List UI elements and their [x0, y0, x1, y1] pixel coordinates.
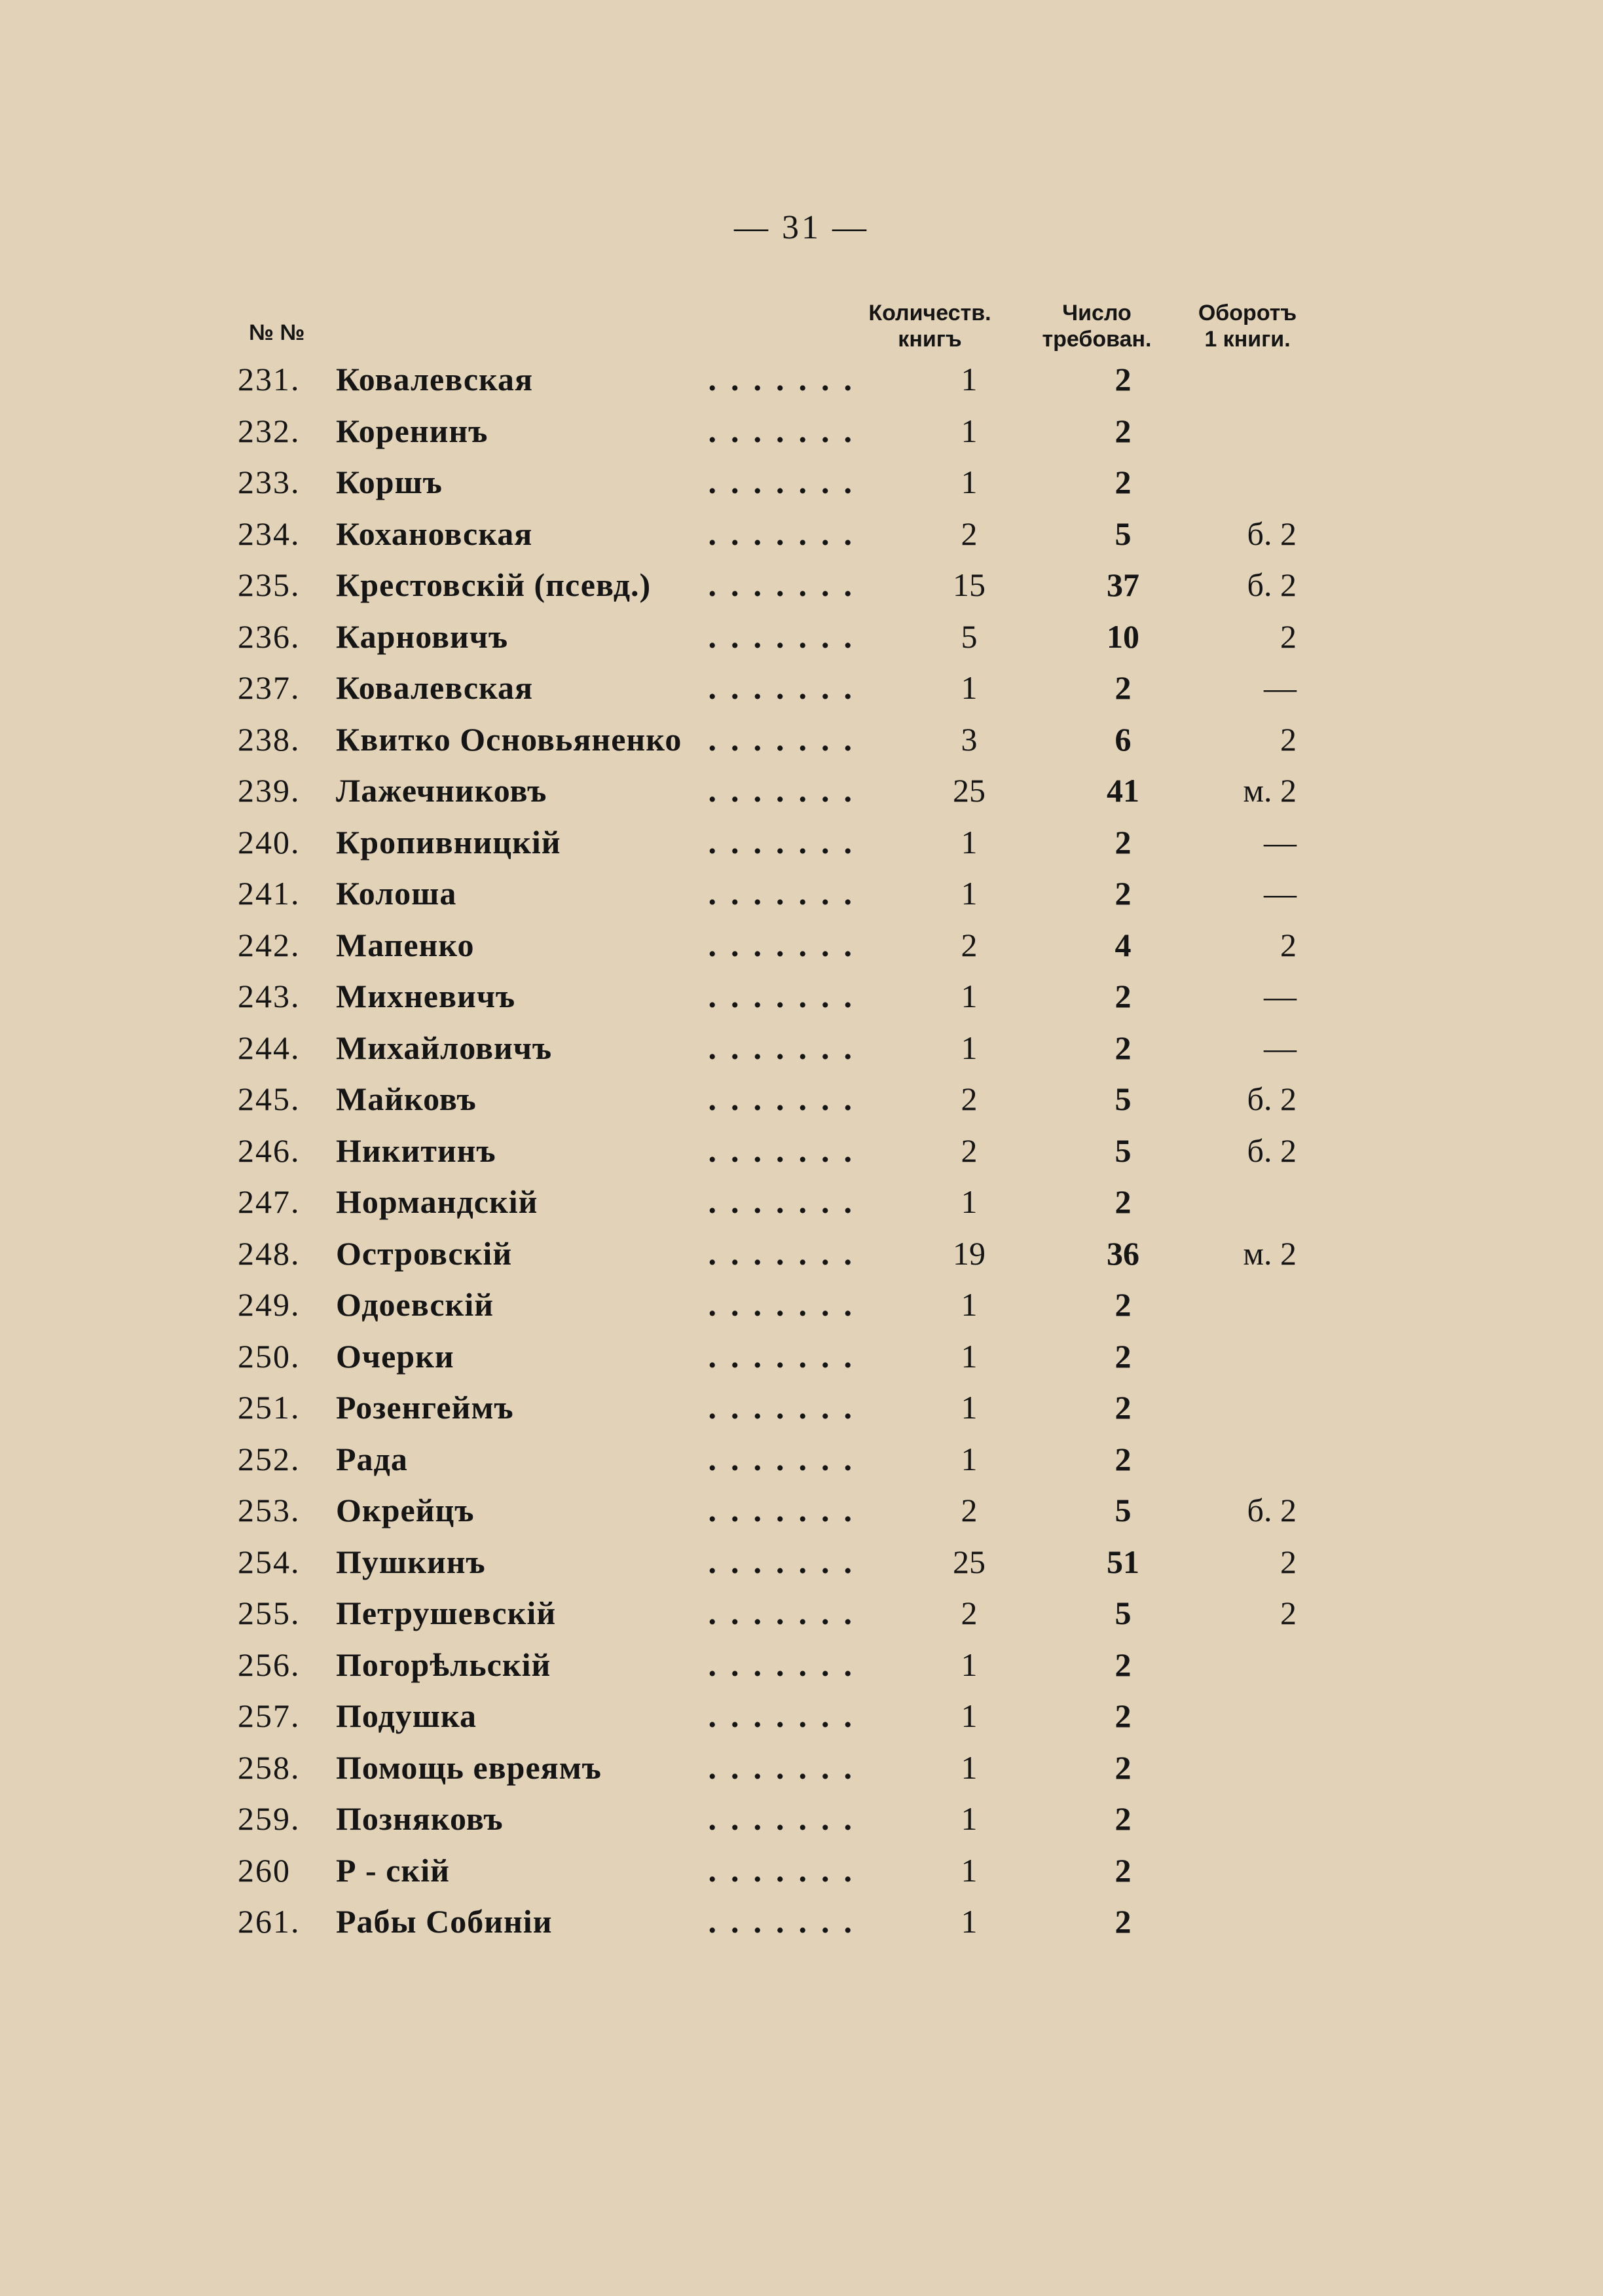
author-name: Коршъ [336, 456, 452, 508]
book-turnover: б. 2 [1247, 1081, 1297, 1117]
table-row [0, 1434, 1603, 1485]
leader-dots: ....... [708, 464, 866, 500]
book-turnover: б. 2 [1247, 1492, 1297, 1528]
leader-dots: ....... [708, 1389, 866, 1426]
row-number: 252. [238, 1440, 301, 1477]
header-turnover [1179, 300, 1316, 352]
author-name: Подушка [336, 1690, 486, 1741]
request-count: 5 [1115, 1595, 1132, 1631]
leader-dots: ....... [708, 1851, 866, 1889]
book-turnover: 2 [1280, 1595, 1297, 1631]
book-count: 19 [953, 1234, 986, 1272]
table-row [0, 1485, 1603, 1536]
request-count: 2 [1115, 1337, 1132, 1375]
table-row [0, 1073, 1603, 1125]
book-count: 1 [961, 412, 978, 449]
request-count: 2 [1115, 978, 1132, 1014]
leader-dots: ....... [708, 720, 866, 758]
author-name: Кохановская [336, 508, 542, 559]
request-count: 2 [1115, 669, 1132, 706]
author-name: Позняковъ [336, 1793, 513, 1844]
author-name: Помощь евреямъ [336, 1742, 611, 1793]
request-count: 2 [1115, 1183, 1132, 1220]
book-count: 1 [961, 1697, 978, 1734]
leader-dots: ....... [708, 1543, 866, 1580]
leader-dots: ....... [708, 1697, 866, 1734]
book-count: 1 [961, 875, 978, 912]
table-row [0, 1176, 1603, 1228]
author-name: Очерки [336, 1331, 464, 1382]
request-count: 2 [1115, 412, 1132, 449]
row-number: 249. [238, 1286, 301, 1323]
request-count: 36 [1107, 1234, 1139, 1272]
request-count: 2 [1115, 1800, 1132, 1837]
book-count: 1 [961, 978, 978, 1014]
header-number [249, 320, 304, 346]
author-name: Лажечниковъ [336, 765, 556, 816]
leader-dots: ....... [708, 361, 866, 398]
book-count: 1 [961, 1389, 978, 1426]
catalog-table [0, 354, 1603, 1948]
book-count: 15 [953, 566, 986, 603]
author-name: Крестовскій (псевд.) [336, 559, 660, 610]
row-number: 247. [238, 1183, 301, 1220]
row-number: 234. [238, 515, 301, 552]
request-count: 2 [1115, 464, 1132, 500]
request-count: 2 [1115, 1697, 1132, 1734]
author-name: Колоша [336, 868, 466, 919]
header-requests-line2: требован. [1042, 327, 1152, 352]
author-name: Погорѣльскій [336, 1639, 560, 1690]
row-number: 243. [238, 978, 301, 1014]
leader-dots: ....... [708, 978, 866, 1014]
row-number: 245. [238, 1081, 301, 1117]
row-number: 248. [238, 1234, 301, 1272]
request-count: 2 [1115, 823, 1132, 861]
book-count: 5 [961, 618, 978, 655]
book-count: 3 [961, 720, 978, 758]
row-number: 258. [238, 1749, 301, 1786]
leader-dots: ....... [708, 875, 866, 912]
book-turnover: — [1264, 669, 1297, 706]
table-row [0, 765, 1603, 817]
table-row [0, 919, 1603, 971]
request-count: 2 [1115, 1749, 1132, 1786]
book-count: 1 [961, 1286, 978, 1323]
book-turnover: б. 2 [1247, 566, 1297, 603]
request-count: 2 [1115, 1286, 1132, 1323]
table-row [0, 971, 1603, 1022]
page-number: — 31 — [734, 209, 869, 246]
leader-dots: ....... [708, 1183, 866, 1220]
request-count: 2 [1115, 875, 1132, 912]
author-name: Михайловичъ [336, 1022, 561, 1073]
author-name: Окрейцъ [336, 1485, 483, 1536]
author-name: Пушкинъ [336, 1536, 495, 1587]
book-count: 1 [961, 1646, 978, 1683]
request-count: 2 [1115, 361, 1132, 398]
book-count: 1 [961, 1800, 978, 1837]
table-row [0, 1793, 1603, 1845]
table-row [0, 1331, 1603, 1382]
leader-dots: ....... [708, 1492, 866, 1528]
leader-dots: ....... [708, 618, 866, 655]
request-count: 2 [1115, 1389, 1132, 1426]
table-row [0, 354, 1603, 405]
table-row [0, 817, 1603, 868]
table-row [0, 1228, 1603, 1280]
author-name: Михневичъ [336, 971, 525, 1022]
header-turnover-line2: 1 книги. [1204, 327, 1291, 352]
row-number: 261. [238, 1903, 301, 1940]
row-number: 254. [238, 1543, 301, 1580]
leader-dots: ....... [708, 1646, 866, 1683]
row-number: 233. [238, 464, 301, 500]
row-number: 251. [238, 1389, 301, 1426]
book-count: 1 [961, 361, 978, 398]
header-requests-line1: Число [1062, 301, 1132, 325]
table-row [0, 662, 1603, 714]
row-number: 239. [238, 772, 301, 809]
row-number: 256. [238, 1646, 301, 1683]
leader-dots: ....... [708, 1029, 866, 1066]
leader-dots: ....... [708, 823, 866, 861]
table-row [0, 1742, 1603, 1794]
row-number: 260 [238, 1851, 291, 1889]
table-row [0, 1690, 1603, 1742]
table-row [0, 1639, 1603, 1691]
row-number: 235. [238, 566, 301, 603]
request-count: 6 [1115, 720, 1132, 758]
leader-dots: ....... [708, 669, 866, 706]
request-count: 10 [1107, 618, 1139, 655]
row-number: 257. [238, 1697, 301, 1734]
leader-dots: ....... [708, 1286, 866, 1323]
book-turnover: 2 [1280, 618, 1297, 655]
author-name: Кропивницкій [336, 817, 570, 868]
table-row [0, 611, 1603, 663]
book-count: 1 [961, 823, 978, 861]
book-count: 1 [961, 669, 978, 706]
book-turnover: — [1264, 978, 1297, 1014]
request-count: 5 [1115, 1132, 1132, 1169]
book-count: 1 [961, 1903, 978, 1940]
book-count: 2 [961, 515, 978, 552]
request-count: 2 [1115, 1903, 1132, 1940]
author-name: Ковалевская [336, 662, 542, 713]
table-row [0, 1022, 1603, 1074]
book-turnover: 2 [1280, 1543, 1297, 1580]
leader-dots: ....... [708, 1903, 866, 1940]
request-count: 5 [1115, 1081, 1132, 1117]
book-count: 1 [961, 1183, 978, 1220]
leader-dots: ....... [708, 1800, 866, 1837]
leader-dots: ....... [708, 1595, 866, 1631]
leader-dots: ....... [708, 1337, 866, 1375]
row-number: 255. [238, 1595, 301, 1631]
author-name: Карновичъ [336, 611, 517, 662]
request-count: 5 [1115, 515, 1132, 552]
book-turnover: 2 [1280, 926, 1297, 963]
author-name: Розенгеймъ [336, 1382, 523, 1433]
table-row [0, 868, 1603, 919]
author-name: Рабы Собиніи [336, 1896, 562, 1947]
table-row [0, 1896, 1603, 1948]
header-requests [1022, 300, 1172, 352]
book-count: 2 [961, 1492, 978, 1528]
author-name: Р - скій [336, 1845, 459, 1896]
request-count: 51 [1107, 1543, 1139, 1580]
book-count: 2 [961, 1132, 978, 1169]
book-count: 1 [961, 1029, 978, 1066]
table-row [0, 1382, 1603, 1434]
book-turnover: м. 2 [1243, 772, 1297, 809]
header-count-line1: Количеств. [868, 301, 991, 325]
book-count: 1 [961, 464, 978, 500]
book-turnover: — [1264, 875, 1297, 912]
author-name: Коренинъ [336, 405, 497, 456]
table-row [0, 1587, 1603, 1639]
book-turnover: б. 2 [1247, 515, 1297, 552]
author-name: Одоевскій [336, 1279, 503, 1330]
table-row [0, 714, 1603, 766]
book-count: 2 [961, 1595, 978, 1631]
request-count: 4 [1115, 926, 1132, 963]
row-number: 240. [238, 823, 301, 861]
leader-dots: ....... [708, 1081, 866, 1117]
request-count: 2 [1115, 1851, 1132, 1889]
book-count: 2 [961, 926, 978, 963]
leader-dots: ....... [708, 926, 866, 963]
author-name: Никитинъ [336, 1125, 506, 1176]
table-row [0, 456, 1603, 508]
author-name: Островскій [336, 1228, 521, 1279]
book-count: 1 [961, 1749, 978, 1786]
book-count: 1 [961, 1440, 978, 1477]
row-number: 259. [238, 1800, 301, 1837]
book-count: 1 [961, 1337, 978, 1375]
request-count: 2 [1115, 1440, 1132, 1477]
request-count: 5 [1115, 1492, 1132, 1528]
row-number: 253. [238, 1492, 301, 1528]
table-row [0, 1279, 1603, 1331]
row-number: 236. [238, 618, 301, 655]
book-count: 25 [953, 1543, 986, 1580]
header-count [855, 300, 1005, 352]
book-count: 2 [961, 1081, 978, 1117]
book-turnover: б. 2 [1247, 1132, 1297, 1169]
author-name: Майковъ [336, 1073, 486, 1124]
row-number: 232. [238, 412, 301, 449]
author-name: Ковалевская [336, 354, 542, 405]
author-name: Нормандскій [336, 1176, 547, 1227]
author-name: Мапенко [336, 919, 484, 971]
table-row [0, 559, 1603, 611]
author-name: Рада [336, 1434, 417, 1485]
table-row [0, 1845, 1603, 1897]
author-name: Квитко Основьяненко [336, 714, 691, 765]
table-row [0, 405, 1603, 457]
table-row [0, 1125, 1603, 1177]
leader-dots: ....... [708, 1234, 866, 1272]
book-count: 1 [961, 1851, 978, 1889]
row-number: 241. [238, 875, 301, 912]
book-turnover: — [1264, 823, 1297, 861]
book-count: 25 [953, 772, 986, 809]
leader-dots: ....... [708, 412, 866, 449]
leader-dots: ....... [708, 1749, 866, 1786]
book-turnover: — [1264, 1029, 1297, 1066]
table-row [0, 508, 1603, 560]
leader-dots: ....... [708, 566, 866, 603]
row-number: 237. [238, 669, 301, 706]
row-number: 244. [238, 1029, 301, 1066]
book-turnover: м. 2 [1243, 1234, 1297, 1272]
row-number: 246. [238, 1132, 301, 1169]
row-number: 231. [238, 361, 301, 398]
author-name: Петрушевскій [336, 1587, 565, 1639]
header-number-label: № № [249, 320, 305, 345]
request-count: 37 [1107, 566, 1139, 603]
table-row [0, 1536, 1603, 1588]
row-number: 242. [238, 926, 301, 963]
header-count-line2: книгъ [898, 327, 962, 352]
leader-dots: ....... [708, 772, 866, 809]
row-number: 250. [238, 1337, 301, 1375]
book-turnover: 2 [1280, 720, 1297, 758]
request-count: 41 [1107, 772, 1139, 809]
header-turnover-line1: Оборотъ [1198, 301, 1297, 325]
leader-dots: ....... [708, 515, 866, 552]
leader-dots: ....... [708, 1132, 866, 1169]
request-count: 2 [1115, 1029, 1132, 1066]
request-count: 2 [1115, 1646, 1132, 1683]
row-number: 238. [238, 720, 301, 758]
leader-dots: ....... [708, 1440, 866, 1477]
